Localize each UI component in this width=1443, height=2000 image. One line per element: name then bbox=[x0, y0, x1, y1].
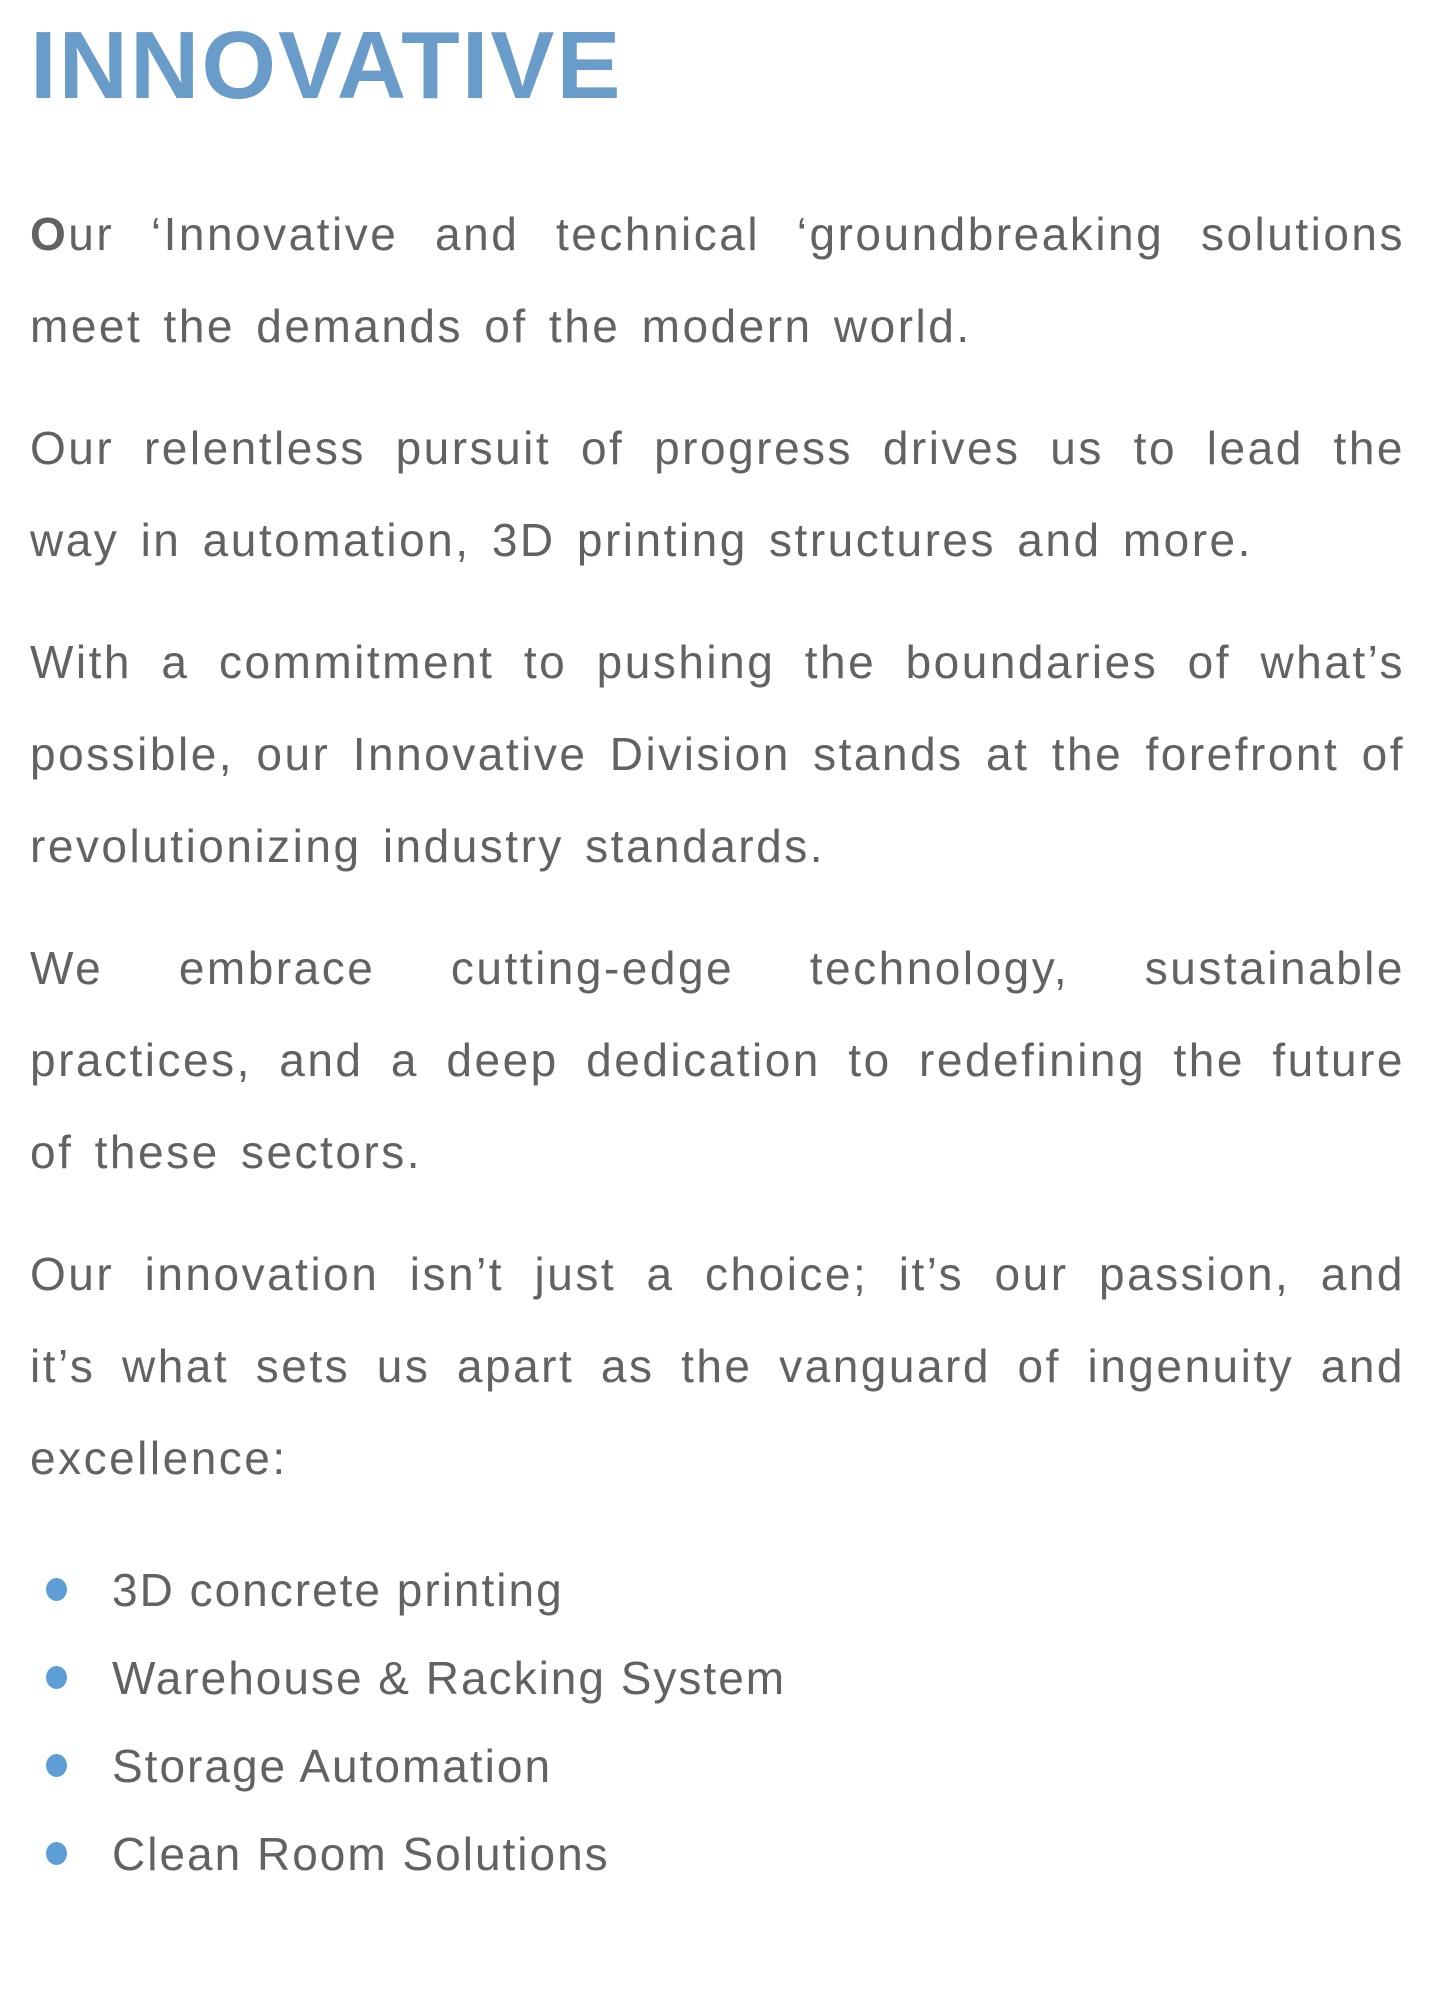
list-item-label: 3D concrete printing bbox=[112, 1563, 564, 1616]
list-item-clean-room bbox=[30, 1810, 1405, 1898]
bullet-dot-icon bbox=[46, 1754, 67, 1777]
bullet-dot-icon bbox=[46, 1578, 67, 1601]
lead-letter: O bbox=[30, 207, 69, 260]
page-title: INNOVATIVE bbox=[30, 12, 623, 119]
paragraph-intro bbox=[30, 188, 1405, 372]
list-item-label: Warehouse & Racking System bbox=[112, 1651, 787, 1704]
list-item-label: Clean Room Solutions bbox=[112, 1827, 610, 1880]
innovative-section bbox=[30, 12, 1405, 1898]
list-item-3d-concrete-printing bbox=[30, 1546, 1405, 1634]
paragraph-intro-text: ur ‘Innovative and technical ‘groundbreaking solutions meet the demands of the modern world. bbox=[30, 207, 1405, 352]
capabilities-list bbox=[30, 1546, 1405, 1898]
paragraph-progress: Our relentless pursuit of progress drives us to lead the way in automation, 3D printing structures and more. bbox=[30, 421, 1405, 566]
list-item-storage-automation bbox=[30, 1722, 1405, 1810]
bullet-dot-icon bbox=[46, 1842, 67, 1865]
list-item-label: Storage Automation bbox=[112, 1739, 553, 1792]
paragraph-technology: We embrace cutting-edge technology, sustainable practices, and a deep dedication to redefining the future of these sectors. bbox=[30, 941, 1405, 1178]
list-item-warehouse-racking bbox=[30, 1634, 1405, 1722]
bullet-dot-icon bbox=[46, 1666, 67, 1689]
paragraph-passion: Our innovation isn’t just a choice; it’s our passion, and it’s what sets us apart as the vanguard of ingenuity and excellence: bbox=[30, 1247, 1405, 1484]
paragraph-commitment: With a commitment to pushing the boundaries of what’s possible, our Innovative Division stands at the forefront of revolutionizing industry standards. bbox=[30, 635, 1405, 872]
